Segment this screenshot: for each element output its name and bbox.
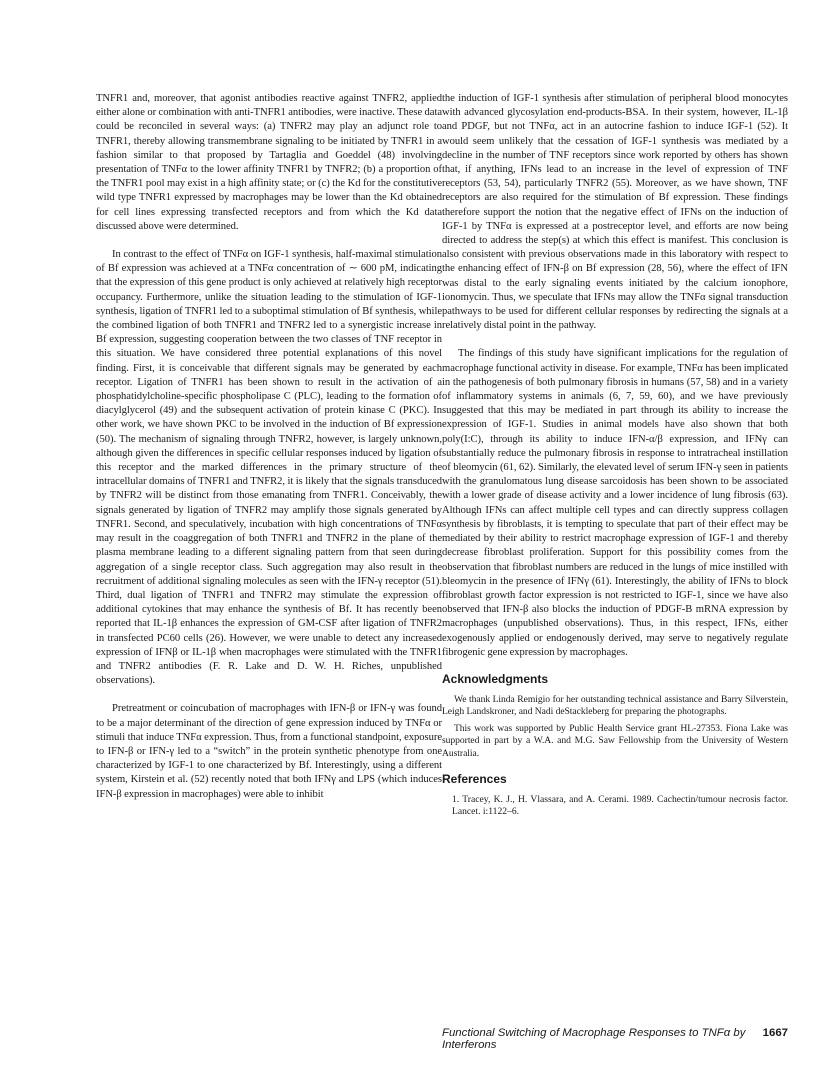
- running-title: Functional Switching of Macrophage Responses to TNFα by Interferons: [442, 1027, 746, 1051]
- body-paragraph: The findings of this study have significant implications for the regulation of macrophage functional activity in disease. For example, TNFα has been implicated in the pathogenesis of both pulmonary fibrosis in humans (57, 58) and in a variety of inflammatory systems in animals (6, 7, 59, 60), and we have previously suggested that this may be mediated in part through its ability to increase the expression of IGF-1. Studies in animal models have also shown that both poly(I:C), through its ability to induce IFN-α/β expression, and IFNγ can substantially reduce the pulmonary fibrosis in response to intratracheal instillation of bleomycin (61, 62). Similarly, the elevated level of serum IFN-γ seen in patients with the granulomatous lung disease sarcoidosis has been shown to be associated with a lower grade of disease activity and a lower incidence of lung fibrosis (63). Although IFNs can affect multiple cell types and can directly suppress collagen synthesis by fibroblasts, it is tempting to speculate that part of their effect may be mediated by their ability to restrict macrophage expression of IGF-1 and thereby decrease fibroblast proliferation. Support for this possibility comes from the observation that fibroblast numbers are reduced in the lungs of mice instilled with bleomycin in the presence of IFNγ (61). Interestingly, the ability of IFNs to block fibroblast growth factor expression is not restricted to IGF-1, since we have also observed that IFN-β also blocks the induction of PDGF-B mRNA expression by macrophages (unpublished observations). Thus, in this respect, IFNs, either exogenously applied or endogenously derived, may serve to negatively regulate fibrogenic gene expression by macrophages.: [442, 348, 788, 658]
- page-number: 1667: [762, 1027, 788, 1039]
- acknowledgment-text: This work was supported by Public Health Service grant HL-27353. Fiona Lake was supported in part by a W.A. and M.G. Saw Fellowship from the University of Western Australia.: [442, 722, 788, 759]
- acknowledgments-heading: Acknowledgments: [442, 671, 549, 686]
- left-column: [96, 92, 442, 802]
- references-heading: References: [442, 771, 507, 786]
- body-paragraph: In contrast to the effect of TNFα on IGF-1 synthesis, half-maximal stimulation of Bf expression was achieved at a TNFα concentration of ∼ 600 pM, indicating that the expression of this gene product is only achieved at relatively high receptor occupancy. Furthermore, unlike the situation leading to the stimulation of IGF-1 synthesis, ligation of TNFR1 led to a suboptimal stimulation of Bf synthesis, while the combined ligation of both TNFR1 and TNFR2 led to a synergistic increase in Bf expression, suggesting cooperation between the two classes of TNF receptor in this situation. We have considered three potential explanations of this novel finding. First, it is conceivable that different signals may be generated by each receptor. Ligation of TNFR1 has been shown to result in the activation of a phosphatidylcholine-specific phospholipase C (PLC), leading to the formation of diacylglycerol (49) and the subsequent activation of protein kinase C (PKC). In other work, we have shown PKC to be involved in the induction of Bf expression (50). The mechanism of signaling through TNFR2, however, is largely unknown, although given the differences in specific cellular responses induced by ligation of this receptor and the marked differences in the primary structure of the intracellular domains of TNFR1 and TNFR2, it is likely that the signals transduced by TNFR2 will be distinct from those emanating from TNFR1. Conceivably, the signals generated by ligation of TNFR2 may amplify those signals generated by TNFR1. Second, and speculatively, incubation with high concentrations of TNFα may result in the coaggregation of both TNFR1 and TNFR2 in the plane of the plasma membrane leading to a different signaling pattern from that seen during aggregation of a single receptor class. Such aggregation may also result in the recruitment of additional signaling molecules as seen with the IFN-γ receptor (51). Third, dual ligation of TNFR1 and TNFR2 may stimulate the expression of additional cytokines that may enhance the synthesis of Bf. It has recently been reported that IL-1β enhances the expression of GM-CSF after ligation of TNFR2 in transfected PC60 cells (26). However, we were unable to detect any increased expression of IFNβ or IL-1β when macrophages were stimulated with the TNFR1 and TNFR2 antibodies (F. R. Lake and D. W. H. Riches, unpublished observations).: [96, 249, 442, 687]
- body-paragraph: TNFR1 and, moreover, that agonist antibodies reactive against TNFR2, applied either alone or combination with anti-TNFR1 antibodies, were inactive. These data could be reconciled in several ways: (a) TNFR2 may play an adjunct role to TNFR1, thereby allowing transmembrane signaling to be initiated by TNFR1 in a fashion similar to that proposed by Tartaglia and Goeddel (48) involving presentation of TNFα to the lower affinity TNFR1 by TNFR2; (b) a proportion of the TNFR1 pool may exist in a high affinity state; or (c) the Kd for the constitutive wild type TNFR1 expressed by macrophages may be lower than the Kd obtained for cell lines expressing transfected receptors and from which the Kd data discussed above were determined.: [96, 93, 442, 232]
- body-paragraph: Pretreatment or coincubation of macrophages with IFN-β or IFN-γ was found to be a major determinant of the direction of gene expression induced by TNFα or stimuli that induce TNFα expression. Thus, from a functional standpoint, exposure to IFN-β or IFN-γ led to a “switch” in the protein synthetic phenotype from one characterized by IGF-1 to one characterized by Bf. Interestingly, using a different system, Kirstein et al. (52) recently noted that both IFNγ and LPS (which induces IFN-β expression in macrophages) were able to inhibit: [96, 703, 442, 800]
- acknowledgment-text: We thank Linda Remigio for her outstanding technical assistance and Barry Silverstein, Leigh Landskroner, and Nadi deStackleberg for preparing the photographs.: [442, 693, 788, 718]
- reference-item: 1. Tracey, K. J., H. Vlassara, and A. Cerami. 1989. Cachectin/tumour necrosis factor. Lancet. i:1122–6.: [452, 793, 788, 818]
- right-column: [442, 92, 788, 819]
- body-paragraph: the induction of IGF-1 synthesis after stimulation of peripheral blood monocytes with advanced glycosylation end-products-BSA. In their system, however, IL-1β and PDGF, but not TNFα, act in an autocrine fashion to induce IGF-1 (52). It would seem unlikely that the cessation of IGF-1 synthesis was mediated by a decline in the number of TNF receptors since work reported by others has shown that, if anything, IFNs lead to an increase in the level of expression of TNF receptors (53, 54), particularly TNFR2 (55). Moreover, as we have shown, TNF receptors are also required for the stimulation of Bf expression. These findings therefore support the notion that the negative effect of IFNs on the induction of IGF-1 by TNFα is expressed at a postreceptor level, and efforts are now being directed to address the step(s) at which this effect is manifest. This conclusion is also consistent with previous observations made in this laboratory with respect to the enhancing effect of IFN-β on Bf expression (28, 56), where the effect of IFN was distal to the early signaling events initiated by the calcium ionophore, ionomycin. Thus, we speculate that IFNs may allow the TNFα signal transduction pathways to be used for different cellular responses by redirecting the signals at a relatively distal point in the pathway.: [442, 93, 788, 332]
- page-footer: [442, 1027, 792, 1051]
